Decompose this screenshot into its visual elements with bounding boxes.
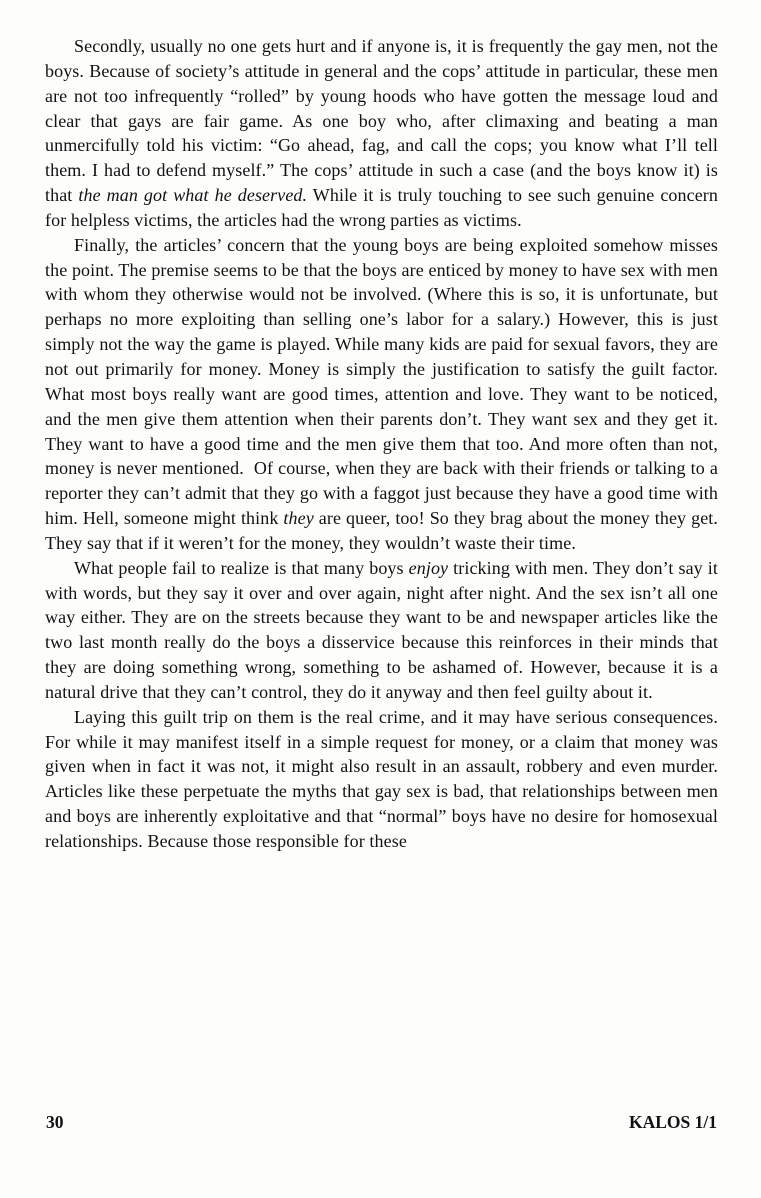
text-run: tricking with men. They don’t say it with words, but they say it over and over again, night after night. And the sex isn’t all one way either. They are on the streets because they want to be and newspaper articles like the two last month really do the boys a disservice because this reinforces in their minds that they are doing something wrong, something to be ashamed of. However, because it is a natural drive that they can’t control, they do it anyway and then feel guilty about it. bbox=[45, 557, 718, 702]
article-body bbox=[45, 34, 718, 854]
text-run: Laying this guilt trip on them is the real crime, and it may have serious consequences. For while it may manifest itself in a simple request for money, or a claim that money was given when in fact it was not, it might also result in an assault, robbery and even murder. Articles like these perpetuate the myths that gay sex is bad, that relationships between men and boys are inherently exploitative and that “normal” boys have no desire for homosexual relationships. Because those responsible for these bbox=[45, 706, 718, 851]
paragraph bbox=[45, 233, 718, 556]
text-run: the man got what he deserved. bbox=[78, 185, 308, 206]
text-run: they bbox=[283, 508, 314, 529]
paragraph bbox=[45, 34, 718, 233]
text-run: enjoy bbox=[408, 557, 449, 578]
text-run: Secondly, usually no one gets hurt and if anyone is, it is frequently the gay men, not the boys. Because of society’s attitude in general and the cops’ attitude in particular, these men are not too infrequently “rolled” by young hoods who have gotten the message loud and clear that gays are fair game. As one boy who, after climaxing and beating a man unmercifully told his victim: “Go ahead, fag, and call the cops; you know what I’ll tell them. I had to defend myself.” The cops’ attitude in such a case (and the boys know it) is that bbox=[45, 36, 718, 206]
paragraph bbox=[45, 556, 718, 705]
paragraph bbox=[45, 705, 718, 854]
text-run: What people fail to realize is that many boys bbox=[74, 557, 409, 578]
text-run: While it is truly touching to see such genuine concern for helpless victims, the articles had the wrong parties as victims. bbox=[45, 185, 718, 230]
page-number: 30 bbox=[46, 1112, 64, 1132]
text-run: Finally, the articles’ concern that the young boys are being exploited somehow misses the point. The premise seems to be that the boys are enticed by money to have sex with men with whom they otherwise would not be involved. (Where this is so, it is unfortunate, but perhaps no more exploiting than selling one’s labor for a salary.) However, this is just simply not the way the game is played. While many kids are paid for sexual favors, they are not out primarily for money. Money is simply the justification to satisfy the guilt factor. What most boys really want are good times, attention and love. They want to be noticed, and the men give them attention when their parents don’t. They want sex and they get it. They want to have a good time and the men give them that too. And more often than not, money is never mentioned. Of course, when they are back with their friends or talking to a reporter they can’t admit that they go with a faggot just because they have a good time with him. Hell, someone might think bbox=[45, 234, 718, 529]
journal-issue: KALOS 1/1 bbox=[628, 1112, 717, 1132]
page-footer bbox=[46, 1112, 717, 1133]
text-run: are queer, too! So they brag about the money they get. They say that if it weren’t for the money, they wouldn’t waste their time. bbox=[45, 508, 718, 553]
